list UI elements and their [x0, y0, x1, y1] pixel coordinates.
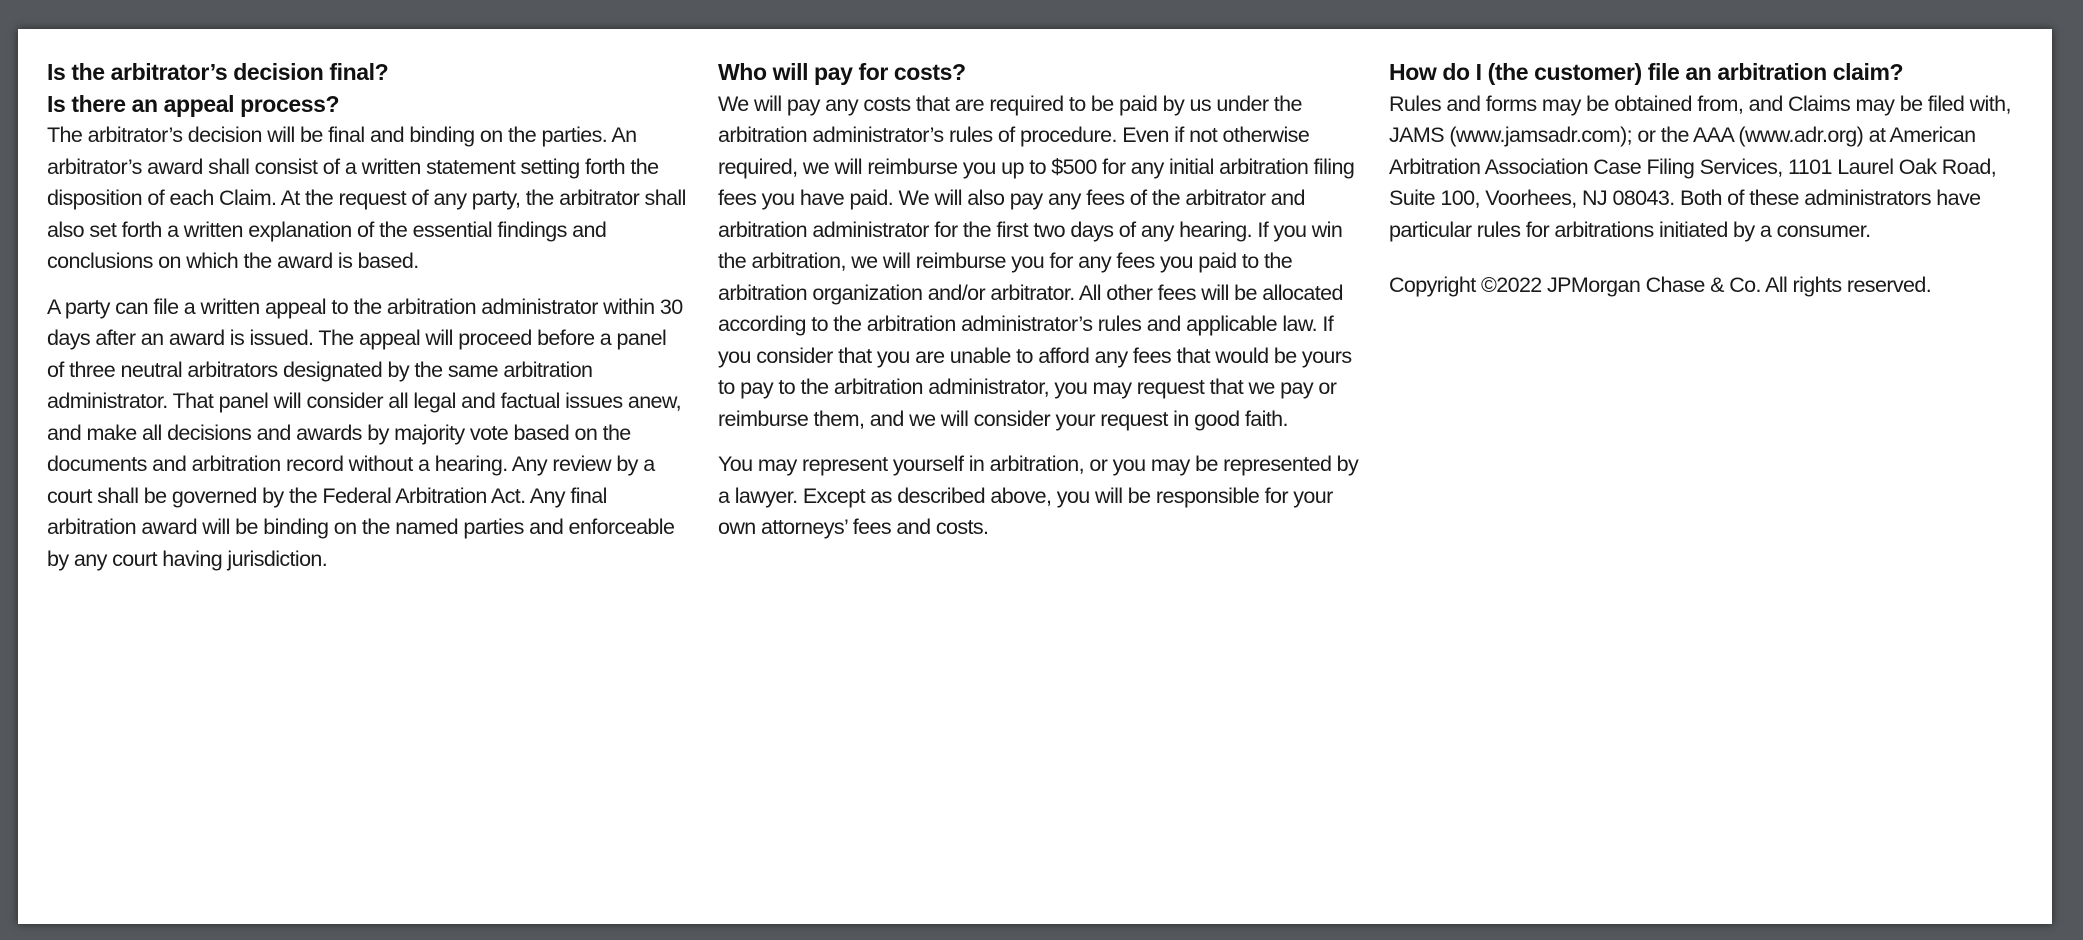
paragraph-representation: You may represent yourself in arbitration, or you may be represented by a lawyer. Except as described above, you will be responsible for your own attorneys’ fees and costs.: [718, 452, 1359, 539]
section-heading-file-claim: [1389, 57, 2029, 89]
column-costs: [718, 57, 1368, 558]
section-heading-decision: [47, 57, 687, 120]
heading-file-claim-text: How do I (the customer) file an arbitration claim?: [1389, 59, 1904, 85]
copyright-notice: Copyright ©2022 JPMorgan Chase & Co. All rights reserved.: [1389, 273, 1932, 297]
heading-line-1: Is the arbitrator’s decision final?: [47, 59, 389, 85]
paragraph-costs: We will pay any costs that are required to be paid by us under the arbitration administrator’s rules of procedure. Even if not otherwise required, we will reimburse you up to $500 for any initial arbitration filing fees you have paid. We will also pay any fees of the arbitrator and arbitration administrator for the first two days of any hearing. If you win the arbitration, we will reimburse you for any fees you paid to the arbitration organization and/or arbitrator. All other fees will be allocated according to the arbitration administrator’s rules and applicable law. If you consider that you are unable to afford any fees that would be yours to pay to the arbitration administrator, you may request that we pay or reimburse them, and we will consider your request in good faith.: [718, 91, 1355, 431]
paragraph-decision-final: The arbitrator’s decision will be final and binding on the parties. An arbitrator’s award shall consist of a written statement setting forth the disposition of each Claim. At the request of any party, the arbitrator shall also set forth a written explanation of the essential findings and conclusions on which the award is based.: [47, 123, 686, 273]
heading-line-2: Is there an appeal process?: [47, 90, 340, 117]
section-heading-costs: [718, 57, 1368, 89]
column-file-claim: [1389, 57, 2029, 316]
heading-costs-text: Who will pay for costs?: [718, 59, 966, 85]
document-page: [18, 29, 2052, 924]
paragraph-rules-forms: Rules and forms may be obtained from, and Claims may be filed with, JAMS (www.jamsadr.com); or the AAA (www.adr.org) at American Arbitration Association Case Filing Services, 1101 Laurel Oak Road, Suite 100, Voorhees, NJ 08043. Both of these administrators have particular rules for arbitrations initiated by a consumer.: [1389, 91, 2011, 242]
paragraph-appeal-process: A party can file a written appeal to the arbitration administrator within 30 days after an award is issued. The appeal will proceed before a panel of three neutral arbitrators designated by the same arbitration administrator. That panel will consider all legal and factual issues anew, and make all decisions and awards by majority vote based on the documents and arbitration record without a hearing. Any review by a court shall be governed by the Federal Arbitration Act. Any final arbitration award will be binding on the named parties and enforceable by any court having jurisdiction.: [47, 294, 683, 571]
column-arbitrator-decision: [47, 57, 687, 589]
